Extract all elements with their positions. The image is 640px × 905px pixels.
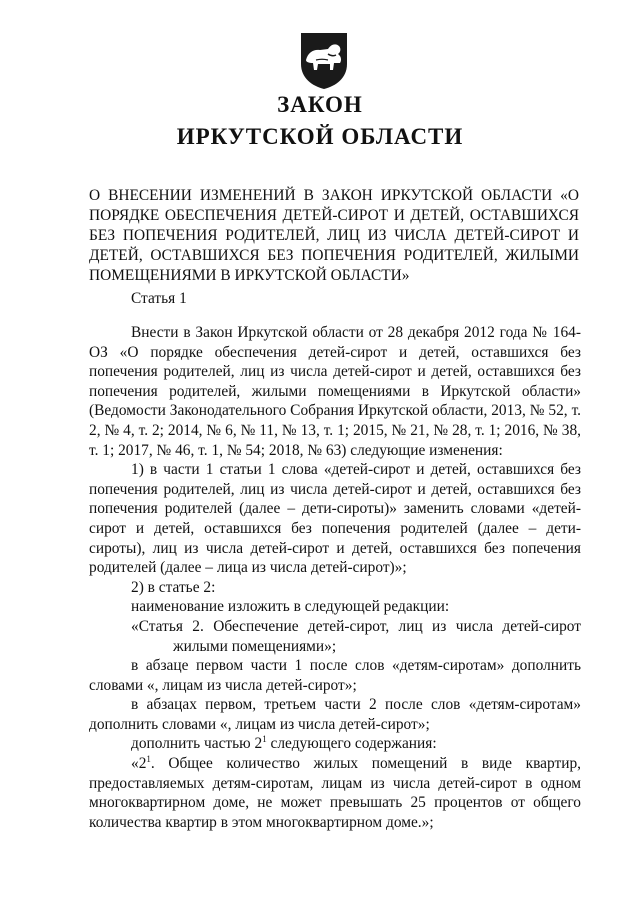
superscript: 1 <box>262 734 267 745</box>
text-fragment: «2 <box>131 755 147 773</box>
body-paragraph: Внести в Закон Иркутской области от 28 декабря 2012 года № 164-ОЗ «О порядке обеспечения детей-сирот и детей, оставшихся без попечения родителей, лиц из числа детей-сирот и детей, оставшихся без попечения родителей, жилыми помещениями в Иркутской области» (Ведомости Законодательного Собрания Иркутской области, 2013, № 52, т. 2, № 4, т. 2; 2014, № 6, № 11, № 13, т. 1; 2015, № 21, № 28, т. 1; 2016, № 38, т. 1; 2017, № 46, т. 1, № 54; 2018, № 63) следующие изменения: <box>89 324 581 459</box>
document-body <box>89 323 581 832</box>
text-fragment: дополнить частью 2 <box>131 735 263 753</box>
body-paragraph: наименование изложить в следующей редакции: <box>131 598 450 616</box>
body-paragraph: 1) в части 1 статьи 1 слова «детей-сирот и детей, оставшихся без попечения родителей, лиц из числа детей-сирот и детей, оставшихся без попечения родителей (далее – дети-сироты)» заменить словами «детей-сирот и детей, оставшихся без попечения родителей (далее – дети-сироты), лиц из числа детей-сирот и детей, оставшихся без попечения родителей (далее – лица из числа детей-сирот)»; <box>89 461 581 577</box>
body-paragraph <box>89 734 581 754</box>
body-paragraph <box>89 754 581 832</box>
article-heading: Статья 1 <box>131 290 187 307</box>
body-paragraph: в абзаце первом части 1 после слов «детям-сиротам» дополнить словами «, лицам из числа детей-сирот»; <box>89 657 581 694</box>
law-subject: О ВНЕСЕНИИ ИЗМЕНЕНИЙ В ЗАКОН ИРКУТСКОЙ ОБЛАСТИ «О ПОРЯДКЕ ОБЕСПЕЧЕНИЯ ДЕТЕЙ-СИРОТ И ДЕТЕЙ, ОСТАВШИХСЯ БЕЗ ПОПЕЧЕНИЯ РОДИТЕЛЕЙ, ЛИЦ ИЗ ЧИСЛА ДЕТЕЙ-СИРОТ И ДЕТЕЙ, ОСТАВШИХСЯ БЕЗ ПОПЕЧЕНИЯ РОДИТЕЛЕЙ, ЖИЛЫМИ ПОМЕЩЕНИЯМИ В ИРКУТСКОЙ ОБЛАСТИ» <box>89 187 579 284</box>
body-paragraph: в абзацах первом, третьем части 2 после слов «детям-сиротам» дополнить словами «, лицам из числа детей-сирот»; <box>89 696 581 733</box>
superscript: 1 <box>146 754 151 765</box>
coat-of-arms-icon <box>298 30 350 90</box>
body-paragraph: «Статья 2. Обеспечение детей-сирот, лиц из числа детей-сирот жилыми помещениями»; <box>131 617 581 655</box>
body-paragraph: 2) в статье 2: <box>131 578 216 596</box>
text-fragment: . Общее количество жилых помещений в виде квартир, предоставляемых детям-сиротам, лицам из числа детей-сирот в одном многоквартирном доме, не может превышать 25 процентов от общего количества квартир в этом многоквартирном доме.»; <box>89 755 581 831</box>
document-title-line1: ЗАКОН <box>277 92 363 117</box>
text-fragment: следующего содержания: <box>266 735 437 753</box>
document-title-line2: ИРКУТСКОЙ ОБЛАСТИ <box>176 124 464 149</box>
